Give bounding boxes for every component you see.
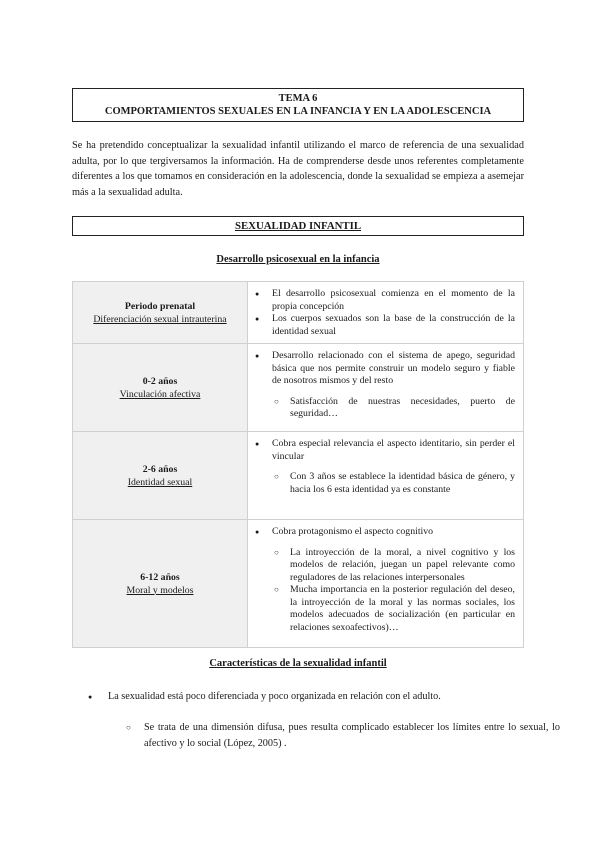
list-item: ● Cobra protagonismo el aspecto cognitivo [272,526,515,539]
intro-paragraph: Se ha pretendido conceptualizar la sexualidad infantil utilizando el marco de referencia de una sexualidad adulta, por lo que tergiversamos la información. Ha de comprenderse desde unos referentes completamente diferentes a los que tomamos en consideración en la adolescencia, donde la sexualidad se empieza a asemejar más a la sexualidad adulta. [72,140,524,198]
section-title: SEXUALIDAD INFANTIL [72,216,524,236]
title-box [72,88,524,122]
topic-number: TEMA 6 [278,93,318,104]
topic-title: COMPORTAMIENTOS SEXUALES EN LA INFANCIA Y EN LA ADOLESCENCIA [104,106,492,117]
content-cell [248,432,524,520]
content-cell [248,282,524,344]
development-table [72,281,524,648]
period-subtitle: Vinculación afectiva [119,388,201,400]
table-row [73,432,524,520]
list-item: ● Cobra especial relevancia el aspecto identitario, sin perder el vincular [272,438,515,463]
sub-bullet-list [252,471,515,496]
period-cell [73,344,248,432]
characteristics-list [72,690,560,752]
list-item [108,690,560,752]
period-subtitle: Identidad sexual [127,476,193,488]
content-cell [248,520,524,648]
sub-bullet-list [108,720,560,752]
period-cell [73,520,248,648]
table-row [73,344,524,432]
period-name: Periodo prenatal [124,300,196,312]
bullet-list [252,288,515,338]
period-name: 6-12 años [140,571,180,583]
list-item: ○ Con 3 años se establece la identidad básica de género, y hacia los 6 esta identidad ya es constante [290,471,515,496]
characteristics-bullet: La sexualidad está poco diferenciada y poco organizada en relación con el adulto. [108,691,441,702]
period-name: 2-6 años [142,463,178,475]
list-item: ● Los cuerpos sexuados son la base de la construcción de la identidad sexual [272,313,515,338]
sub-bullet-list [252,396,515,421]
table-row [73,282,524,344]
list-item: ○ Satisfacción de nuestras necesidades, puerto de seguridad… [290,396,515,421]
list-item: ○ Mucha importancia en la posterior regulación del deseo, la introyección de la moral y las normas sociales, los modelos adecuados de socialización (en particular en relaciones sexoafectivos)… [290,584,515,634]
sub-bullet-list [252,547,515,635]
bullet-list [252,438,515,463]
bullet-list [252,526,515,539]
list-item: ○ La introyección de la moral, a nivel cognitivo y los modelos de relación, juegan un papel relevante como reguladores de las relaciones interpersonales [290,547,515,585]
period-subtitle: Moral y modelos [126,584,194,596]
period-cell [73,282,248,344]
period-cell [73,432,248,520]
period-name: 0-2 años [142,375,178,387]
characteristics-heading: Características de la sexualidad infantil [209,658,387,669]
list-item: ● El desarrollo psicosexual comienza en el momento de la propia concepción [272,288,515,313]
content-cell [248,344,524,432]
development-heading: Desarrollo psicosexual en la infancia [216,254,380,265]
period-subtitle: Diferenciación sexual intrauterina [93,313,227,325]
table-row [73,520,524,648]
list-item: ○ Se trata de una dimensión difusa, pues resulta complicado establecer los límites entre lo sexual, lo afectivo y lo social (López, 2005) . [144,720,560,752]
list-item: ● Desarrollo relacionado con el sistema de apego, seguridad básica que nos permite construir un modelo seguro y fiable de nosotros mismos y del resto [272,350,515,388]
bullet-list [252,350,515,388]
